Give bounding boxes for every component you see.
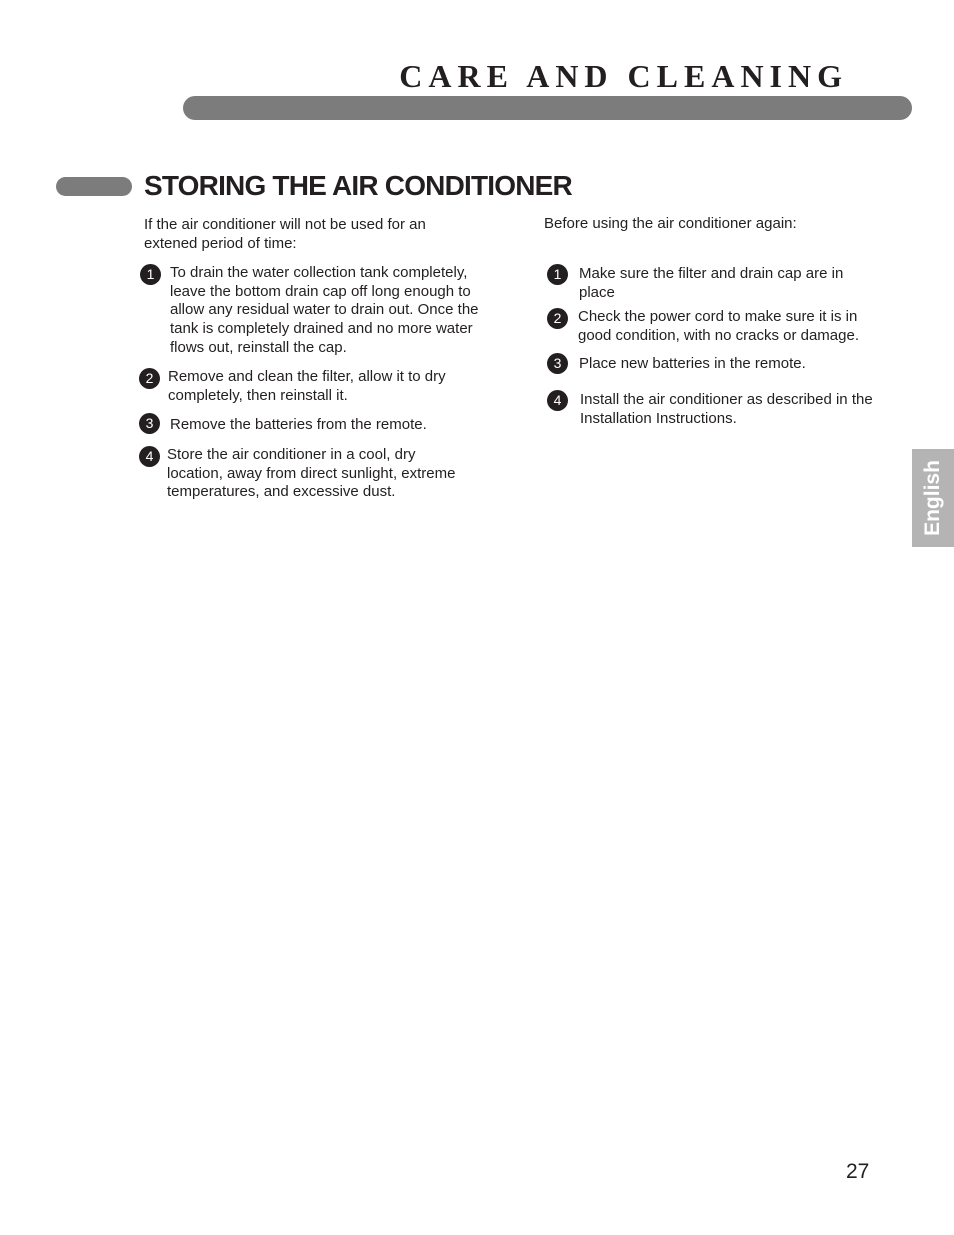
language-tab-label: English [921,460,944,536]
step-text: Check the power cord to make sure it is in good condition, with no cracks or damage. [578,308,859,344]
header-bar [183,96,912,120]
step-number-badge: 3 [139,413,160,434]
step-text: Make sure the filter and drain cap are in place [579,265,844,301]
step-number-badge: 3 [547,353,568,374]
step-number-badge: 4 [547,390,568,411]
step-number-badge: 4 [139,446,160,467]
step-text: To drain the water collection tank completely, leave the bottom drain cap off long enough to allow any residual water to drain out. Once the tank is completely drained and no more water flows out, reinstall the cap. [170,264,479,356]
step-text: Install the air conditioner as described in the Installation Instructions. [580,391,873,427]
step-number-badge: 2 [139,368,160,389]
step-text: Place new batteries in the remote. [579,355,806,372]
left-intro: If the air conditioner will not be used for an extened period of time: [144,216,426,252]
page-header-title: CARE AND CLEANING [399,58,848,94]
step-text: Remove and clean the filter, allow it to dry completely, then reinstall it. [168,368,446,404]
language-tab [912,449,954,547]
step-number-badge: 1 [140,264,161,285]
section-marker [56,177,132,196]
step-number-badge: 2 [547,308,568,329]
step-number-badge: 1 [547,264,568,285]
section-title: STORING THE AIR CONDITIONER [144,170,572,201]
step-text: Remove the batteries from the remote. [170,416,427,433]
right-intro: Before using the air conditioner again: [544,215,797,232]
step-text: Store the air conditioner in a cool, dry location, away from direct sunlight, extreme temperatures, and excessive dust. [167,446,456,501]
page-number: 27 [846,1160,870,1183]
